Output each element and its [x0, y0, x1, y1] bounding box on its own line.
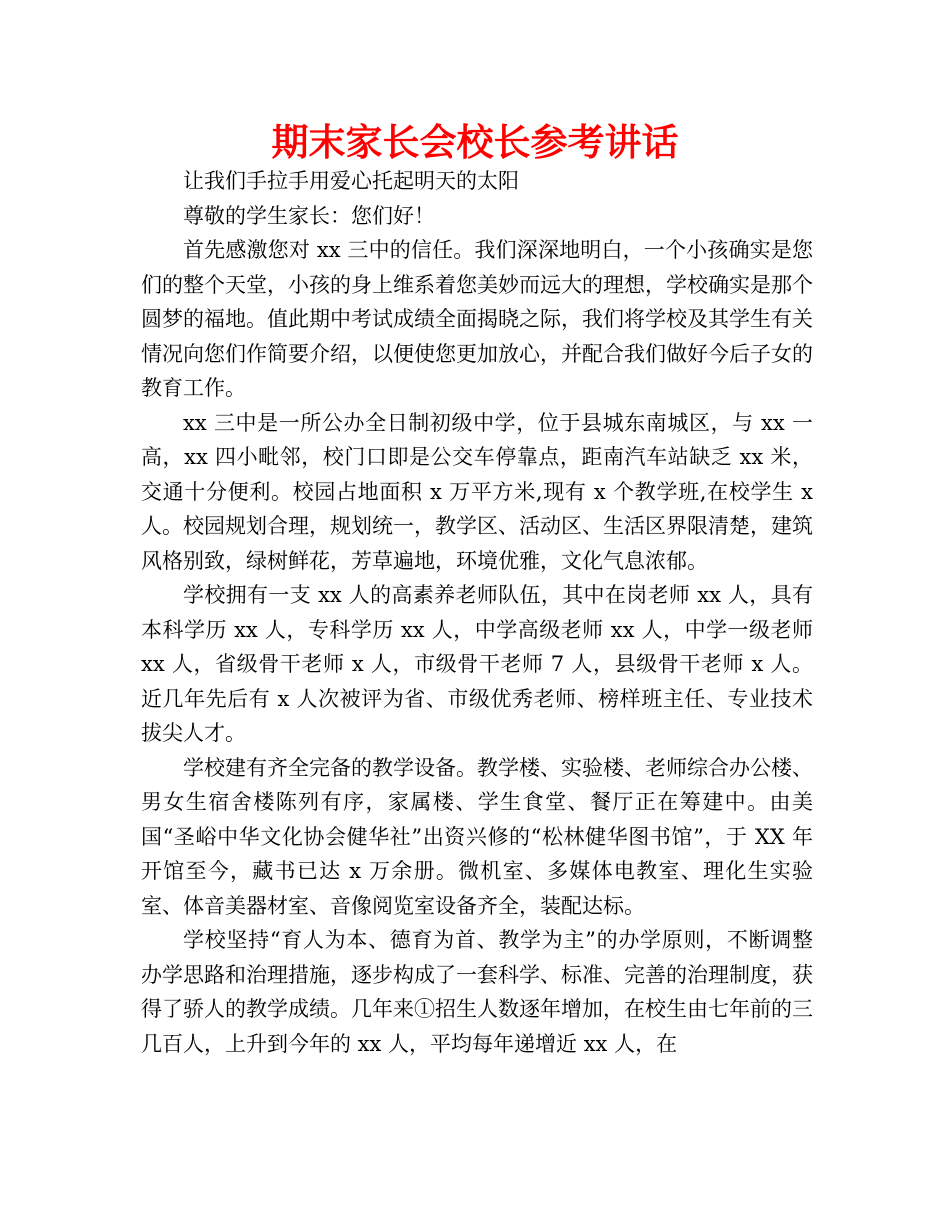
- document-body: [141, 164, 813, 1061]
- paragraph-teaching-staff: 学校拥有一支 xx 人的高素养老师队伍，其中在岗老师 xx 人，具有本科学历 xx 人，专科学历 xx 人，中学高级老师 xx 人，中学一级老师 xx 人，省级骨干老师 x 人，市级骨干老师 7 人，县级骨干老师 x 人。近几年先后有 x 人次被评为省、市级优秀老师、榜样班主任、专业技术拔尖人才。: [141, 583, 813, 745]
- paragraph-school-location: xx 三中是一所公办全日制初级中学，位于县城东南城区，与 xx 一高，xx 四小毗邻，校门口即是公交车停靠点，距南汽车站缺乏 xx 米，交通十分便利。校园占地面积 x 万平方米,现有 x 个教学班,在校学生 x 人。校园规划合理，规划统一，教学区、活动区、生活区界限清楚，建筑风格别致，绿树鲜花，芳草遍地，环境优雅，文化气息浓郁。: [141, 410, 813, 573]
- paragraph-introduction: 首先感激您对 xx 三中的信任。我们深深地明白，一个小孩确实是您们的整个天堂，小孩的身上维系着您美妙而远大的理想，学校确实是那个圆梦的福地。值此期中考试成绩全面揭晓之际，我们将学校及其学生有关情况向您们作简要介绍，以便使您更加放心，并配合我们做好今后子女的教育工作。: [141, 238, 813, 400]
- paragraph-subtitle: 让我们手拉手用爱心托起明天的太阳: [183, 169, 519, 193]
- paragraph-greeting: 尊敬的学生家长：您们好！: [183, 203, 435, 228]
- paragraph-facilities: 学校建有齐全完备的教学设备。教学楼、实验楼、老师综合办公楼、男女生宿舍楼陈列有序，家属楼、学生食堂、餐厅正在筹建中。由美国“圣峪中华文化协会健华社”出资兴修的“松林健华图书馆”，于 XX 年开馆至今，藏书已达 x 万余册。微机室、多媒体电教室、理化生实验室、体音美器材室、音像阅览室设备齐全，装配达标。: [141, 755, 813, 918]
- paragraph-management: 学校坚持“育人为本、德育为首、教学为主”的办学原则，不断调整办学思路和治理措施，逐步构成了一套科学、标准、完善的治理制度，获得了骄人的教学成绩。几年来①招生人数逐年增加，在校生由七年前的三几百人，上升到今年的 xx 人，平均每年递增近 xx 人，在: [141, 928, 813, 1056]
- document-title: 期末家长会校长参考讲话: [271, 121, 679, 164]
